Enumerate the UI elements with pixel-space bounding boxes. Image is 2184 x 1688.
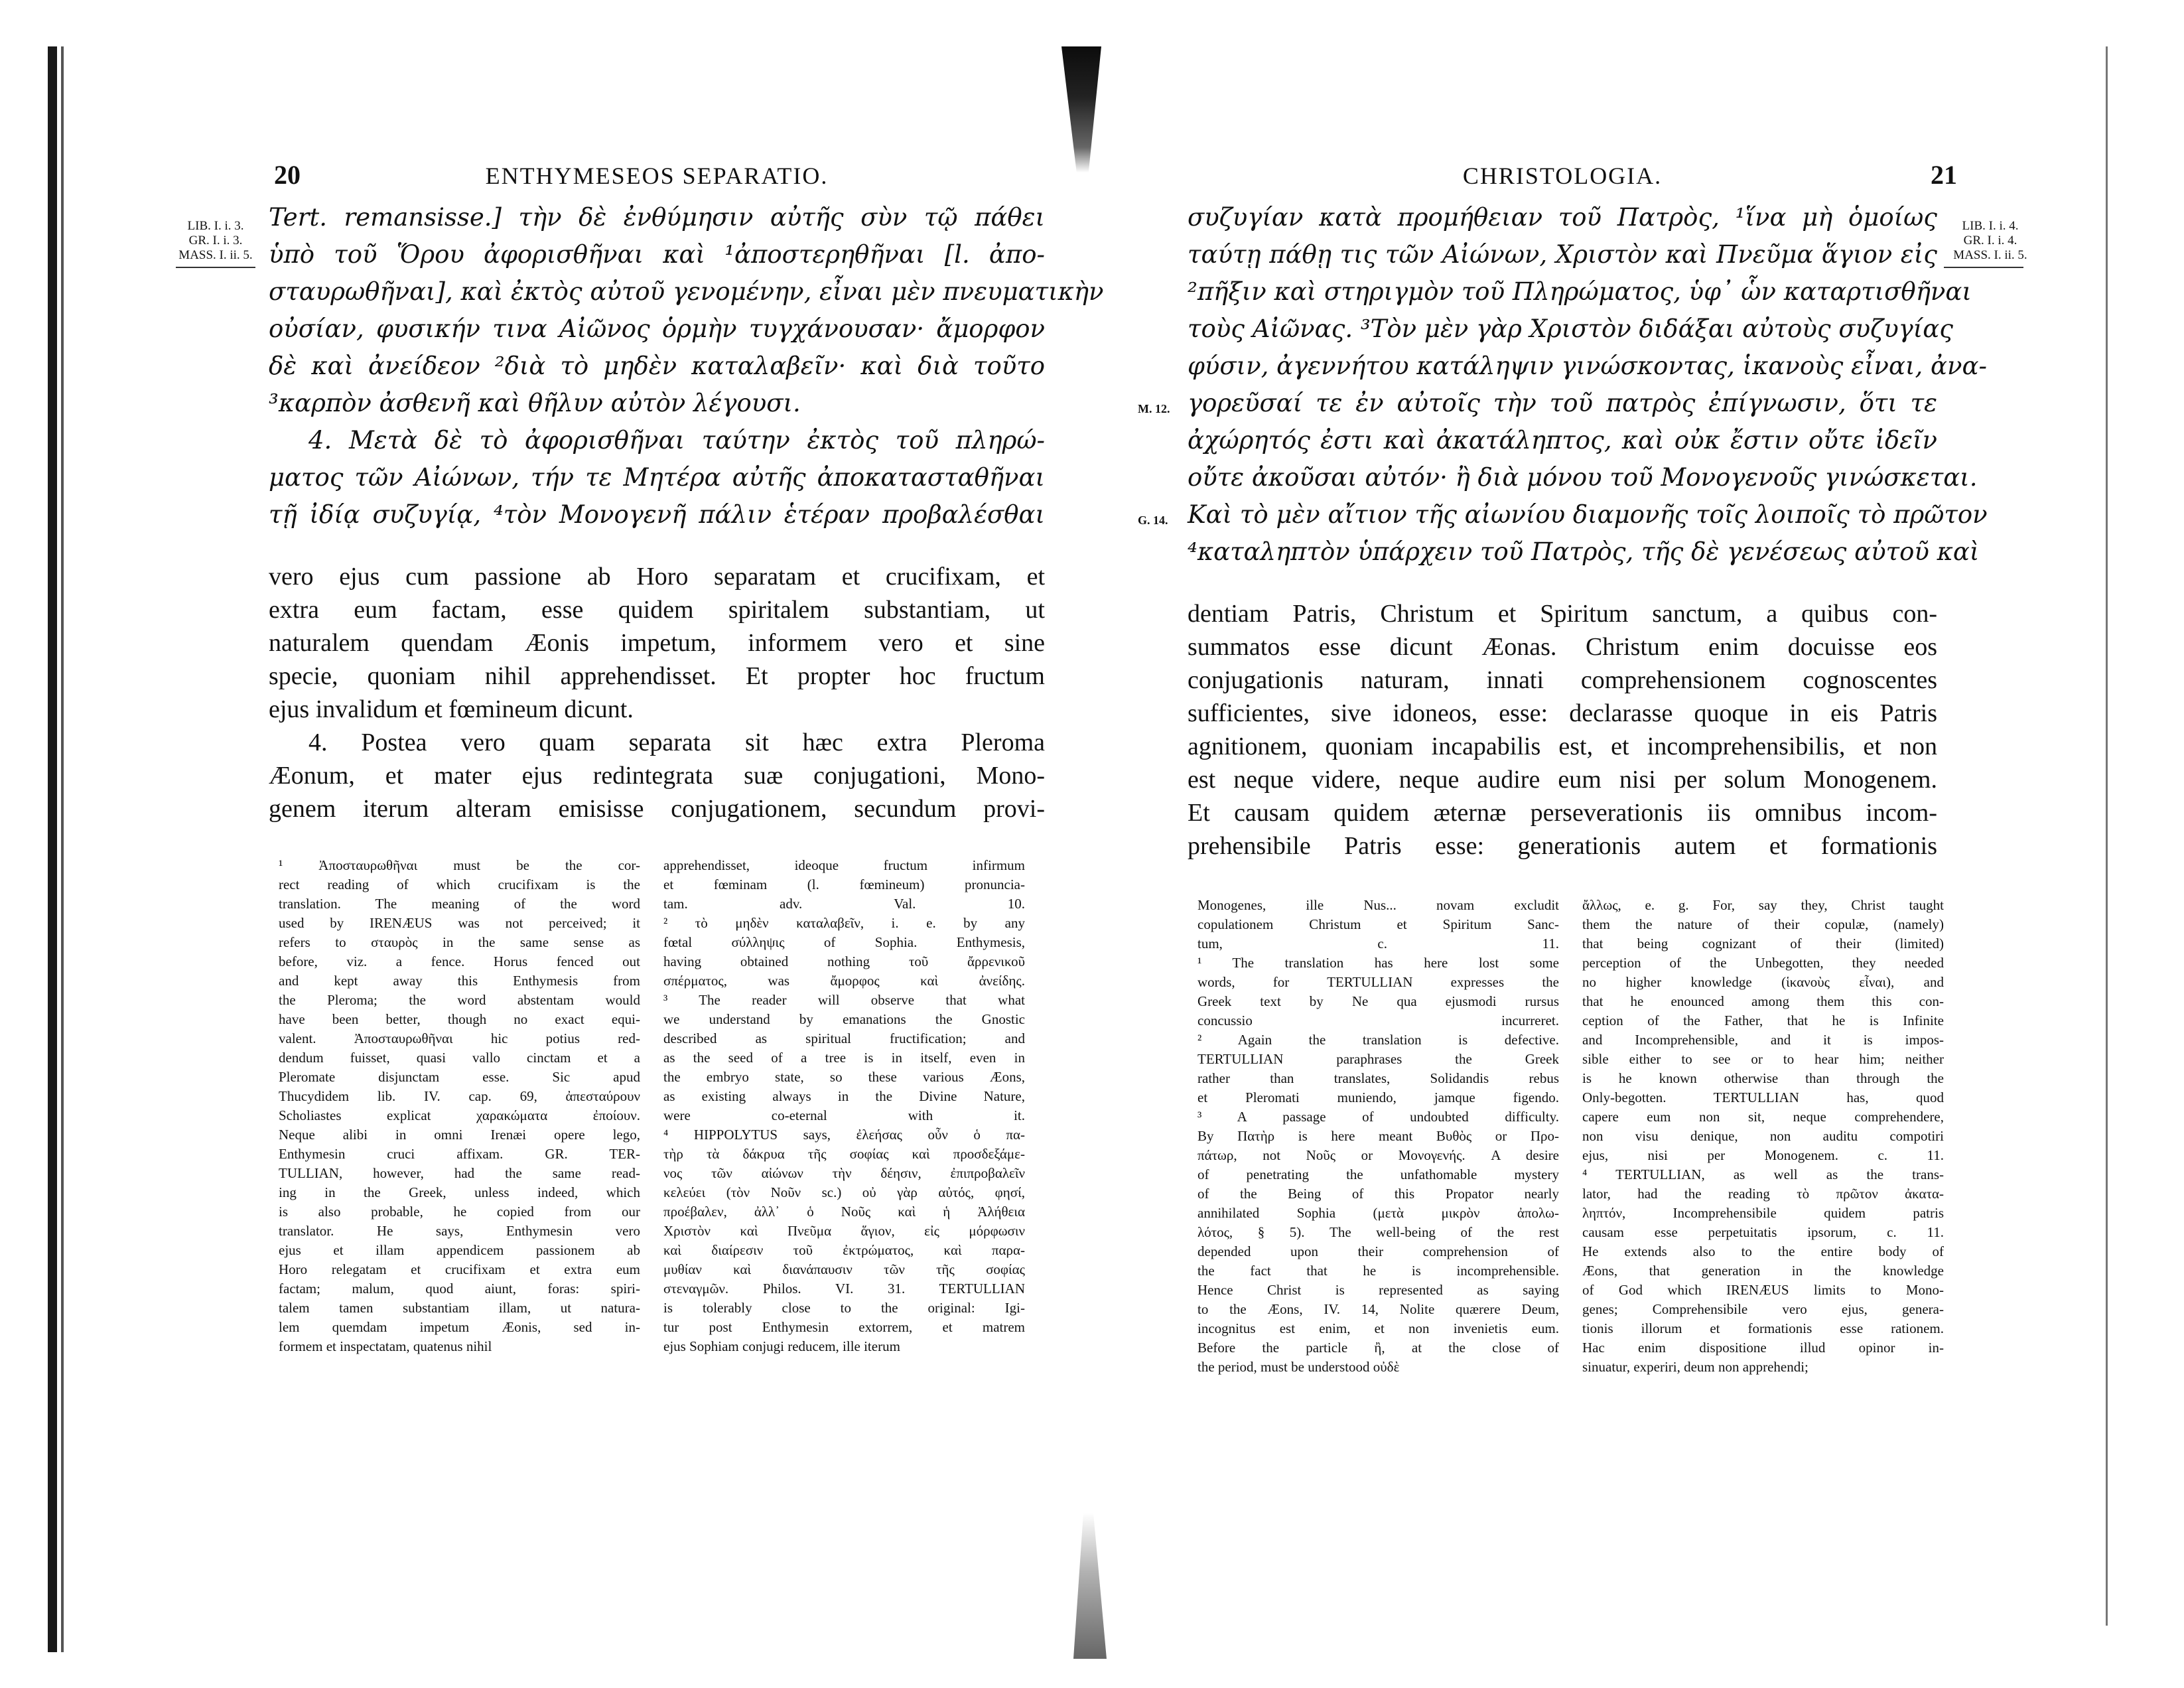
- latin-line: 4. Postea vero quam separata sit hæc extra Pleroma: [308, 729, 1045, 756]
- margin-ref-rule: [1944, 267, 2023, 268]
- footnote-line: κελεύει (τὸν Νοῦν sc.) οὐ γὰρ αὐτός, φησί,: [663, 1184, 1025, 1200]
- greek-line: ἀχώρητός ἐστι καὶ ἀκατάληπτος, καὶ οὐκ ἔστιν οὔτε ἰδεῖν: [1188, 426, 1937, 455]
- footnote-line: is tolerably close to the original: Igi-: [663, 1300, 1025, 1316]
- page-number: 21: [1931, 160, 1957, 190]
- footnote-line: Thucydidem lib. IV. cap. 69, ἀπεσταύρουν: [279, 1088, 640, 1104]
- latin-line: vero ejus cum passione ab Horo separatam et crucifixam, et: [269, 563, 1045, 591]
- footnote-line: translator. He says, Enthymesin vero: [279, 1223, 640, 1239]
- footnote-line: tam. adv. Val. 10.: [663, 896, 1025, 912]
- footnote-line: ing in the Greek, unless indeed, which: [279, 1184, 640, 1200]
- footnote-line: as the seed of a tree is in itself, even in: [663, 1050, 1025, 1066]
- footnote-line: causam esse perpetuitatis ipsorum, c. 11.: [1582, 1224, 1944, 1240]
- latin-line: specie, quoniam nihil apprehendisset. Et propter hoc fructum: [269, 662, 1045, 690]
- greek-text-block: [1188, 199, 1988, 571]
- greek-line: 4. Μετὰ δὲ τὸ ἀφορισθῆναι ταύτην ἐκτὸς τοῦ πληρώ-: [308, 426, 1045, 455]
- footnote-line: rather than translates, Solidandis rebus: [1197, 1070, 1559, 1086]
- footnote-line: we understand by emanations the Gnostic: [663, 1011, 1025, 1027]
- footnote-line: the embryo state, so these various Æons,: [663, 1069, 1025, 1085]
- greek-line: Καὶ τὸ μὲν αἴτιον τῆς αἰωνίου διαμονῆς τοῖς λοιποῖς τὸ πρῶτον: [1188, 500, 1988, 529]
- side-marker-m: M. 12.: [1138, 402, 1170, 415]
- greek-line: ματος τῶν Αἰώνων, τήν τε Μητέρα αὐτῆς ἀποκατασταθῆναι: [269, 463, 1045, 492]
- footnote-line: ¹ The translation has here lost some: [1197, 955, 1559, 971]
- footnote-line: μυθίαν καὶ διανάπαυσιν τῶν τῆς σοφίας: [663, 1261, 1025, 1277]
- footnote-line: lator, had the reading τὸ πρῶτον ἀκατα-: [1582, 1186, 1944, 1202]
- book-spine-edge-inner: [61, 46, 64, 1652]
- footnote-line: and Incomprehensible, and it is impos-: [1582, 1032, 1944, 1048]
- binding-gutter-shadow-top: [1061, 46, 1101, 173]
- footnote-line: Monogenes, ille Nus... novam excludit: [1197, 897, 1559, 913]
- footnote-line: rect reading of which crucifixam is the: [279, 877, 640, 892]
- footnote-line: the fact that he is incomprehensible.: [1197, 1263, 1559, 1279]
- footnote-line: ejus et illam appendicem passionem ab: [279, 1242, 640, 1258]
- footnote-line: Enthymesin cruci affixam. GR. TER-: [279, 1146, 640, 1162]
- greek-line: ταύτῃ πάθῃ τις τῶν Αἰώνων, Χριστὸν καὶ Πνεῦμα ἅγιον εἰς: [1188, 240, 1937, 269]
- footnote-line: Scholiastes explicat χαρακώματα ἐποίουν.: [279, 1107, 640, 1123]
- greek-text-block: [269, 199, 1104, 533]
- margin-ref-mass: MASS. I. ii. 5.: [1953, 248, 2027, 262]
- footnote-line: words, for TERTULLIAN expresses the: [1197, 974, 1559, 990]
- latin-line: summatos esse dicunt Æonas. Christum enim docuisse eos: [1188, 633, 1937, 661]
- footnote-line: capere eum non sit, neque comprehendere,: [1582, 1109, 1944, 1125]
- footnote-line: πάτωρ, not Νοῦς or Μονογενής. A desire: [1197, 1147, 1559, 1163]
- footnote-line: ἄλλως, e. g. For, say they, Christ taught: [1582, 897, 1944, 913]
- latin-line: Æonum, et mater ejus redintegrata suæ conjugationi, Mono-: [269, 762, 1045, 790]
- greek-line: ὑπὸ τοῦ Ὅρου ἀφορισθῆναι καὶ ¹ἀποστερηθῆναι [l. ἀπο-: [269, 240, 1045, 269]
- footnote-line: tur post Enthymesin extorrem, et matrem: [663, 1319, 1025, 1335]
- footnote-line: the period, must be understood οὐδὲ: [1197, 1359, 1400, 1375]
- footnote-line: tum, c. 11.: [1197, 936, 1559, 951]
- footnote-line: ³ The reader will observe that what: [663, 992, 1025, 1008]
- footnote-line: ¹ Ἀποσταυρωθῆναι must be the cor-: [279, 857, 640, 873]
- page-number: 20: [274, 160, 301, 190]
- footnote-line: translation. The meaning of the word: [279, 896, 640, 912]
- latin-line: conjugationis naturam, innati comprehensionem cognoscentes: [1188, 666, 1937, 694]
- footnote-line: λότος, § 5). The well-being of the rest: [1197, 1224, 1559, 1240]
- book-spine-edge: [48, 46, 57, 1652]
- greek-line: γορεῦσαί τε ἐν αὐτοῖς τὴν τοῦ πατρὸς ἐπίγνωσιν, ὅτι τε: [1188, 389, 1937, 417]
- footnote-line: Neque alibi in omni Irenæi opere lego,: [279, 1127, 640, 1143]
- left-footnotes-column-2: [663, 856, 1025, 1356]
- footnote-line: ³ A passage of undoubted difficulty.: [1197, 1109, 1559, 1125]
- right-footnotes-column-2: [1582, 896, 1944, 1377]
- greek-line: οὔτε ἀκοῦσαι αὐτόν· ἢ διὰ μόνου τοῦ Μονογενοῦς γινώσκεται.: [1188, 463, 1978, 492]
- footnote-line: perception of the Unbegotten, they needed: [1582, 955, 1944, 971]
- footnote-line: προέβαλεν, ἀλλ᾽ ὁ Νοῦς καὶ ἡ Ἀλήθεια: [663, 1204, 1025, 1220]
- running-title: ENTHYMESEOS SEPARATIO.: [485, 163, 829, 189]
- left-page: [178, 159, 1104, 825]
- latin-line: sufficientes, sive idoneos, esse: declarasse quoque in eis Patris: [1188, 699, 1937, 727]
- footnote-line: talem tamen substantiam illam, ut natura-: [279, 1300, 640, 1316]
- footnote-line: στεναγμῶν. Philos. VI. 31. TERTULLIAN: [663, 1281, 1025, 1297]
- footnote-line: depended upon their comprehension of: [1197, 1243, 1559, 1259]
- footnote-line: Hence Christ is represented as saying: [1197, 1282, 1559, 1298]
- footnote-line: Before the particle ἢ, at the close of: [1197, 1340, 1559, 1356]
- footnote-line: and kept away this Enthymesis from: [279, 973, 640, 989]
- latin-line: dentiam Patris, Christum et Spiritum sanctum, a quibus con-: [1188, 600, 1937, 628]
- footnote-line: Χριστὸν καὶ Πνεῦμα ἅγιον, εἰς μόρφωσιν: [663, 1223, 1025, 1239]
- footnote-line: the Pleroma; the word abstentam would: [279, 992, 640, 1008]
- footnote-line: sinuatur, experiri, deum non apprehendi;: [1582, 1359, 1809, 1375]
- margin-reference: [169, 219, 262, 268]
- footnote-line: Only-begotten. TERTULLIAN has, quod: [1582, 1090, 1944, 1105]
- right-footnotes-column-1: [1197, 896, 1559, 1377]
- greek-line: ⁴καταληπτὸν ὑπάρχειν τοῦ Πατρὸς, τῆς δὲ γενέσεως αὐτοῦ καὶ: [1188, 537, 1980, 566]
- footnote-line: of penetrating the unfathomable mystery: [1197, 1166, 1559, 1182]
- footnote-line: refers to σταυρὸς in the same sense as: [279, 934, 640, 950]
- footnote-line: of the Being of this Propator nearly: [1197, 1186, 1559, 1202]
- footnote-line: non visu denique, non auditu compotiri: [1582, 1128, 1944, 1144]
- footnote-line: apprehendisset, ideoque fructum infirmum: [663, 857, 1025, 873]
- footnote-line: et Pleromati muniendo, jamque figendo.: [1197, 1090, 1559, 1105]
- footnote-line: lem quemdam impetum Æonis, sed in-: [279, 1319, 640, 1335]
- footnote-line: νος τῶν αἰώνων τὴν δέησιν, ἐπιπροβαλεῖν: [663, 1165, 1025, 1181]
- side-marker-g: G. 14.: [1138, 514, 1168, 527]
- footnote-line: incognitus est enim, et non invenietis eum.: [1197, 1320, 1559, 1336]
- greek-line: Tert. remansisse.] τὴν δὲ ἐνθύμησιν αὐτῆς σὺν τῷ πάθει: [269, 203, 1045, 232]
- footnote-line: no higher knowledge (ἱκανοὺς εἶναι), and: [1582, 974, 1944, 990]
- footnote-line: TULLIAN, however, had the same read-: [279, 1165, 640, 1181]
- footnote-line: TERTULLIAN paraphrases the Greek: [1197, 1051, 1559, 1067]
- latin-line: genem iterum alteram emisisse conjugationem, secundum provi-: [269, 795, 1045, 823]
- footnote-line: valent. Ἀποσταυρωθῆναι hic potius red-: [279, 1030, 640, 1046]
- footnote-line: were co-eternal with it.: [663, 1107, 1025, 1123]
- latin-line: naturalem quendam Æonis impetum, informem vero et sine: [269, 629, 1045, 657]
- footnote-line: Horo relegatam et crucifixam et extra eum: [279, 1261, 640, 1277]
- footnote-line: before, viz. a fence. Horus fenced out: [279, 953, 640, 969]
- footnote-line: is also probable, he copied from our: [279, 1204, 640, 1220]
- footnote-line: concussio incurreret.: [1197, 1013, 1559, 1028]
- footnote-line: them the nature of their copulæ, (namely): [1582, 916, 1944, 932]
- footnote-line: καὶ διαίρεσιν τοῦ ἐκτρώματος, καὶ παρα-: [663, 1242, 1025, 1258]
- footnote-line: used by IRENÆUS was not perceived; it: [279, 915, 640, 931]
- footnote-line: formem et inspectatam, quatenus nihil: [279, 1338, 492, 1354]
- greek-line: φύσιν, ἀγεννήτου κατάληψιν γινώσκοντας, ἱκανοὺς εἶναι, ἀνα-: [1188, 352, 1987, 380]
- latin-text-block: [1188, 597, 1937, 863]
- margin-ref-mass: MASS. I. ii. 5.: [178, 248, 253, 262]
- margin-ref-rule: [176, 267, 255, 268]
- greek-line: δὲ καὶ ἀνείδεον ²διὰ τὸ μηδὲν καταλαβεῖν· καὶ διὰ τοῦτο: [269, 352, 1045, 380]
- latin-line: ejus invalidum et fœmineum dicunt.: [269, 695, 634, 723]
- binding-gutter-shadow-bottom: [1073, 1513, 1107, 1659]
- greek-line: ³καρπὸν ἀσθενῆ καὶ θῆλυν αὐτὸν λέγουσι.: [269, 389, 801, 417]
- footnote-line: Hac enim dispositione illud opinor in-: [1582, 1340, 1944, 1356]
- footnote-line: copulationem Christum et Spiritum Sanc-: [1197, 916, 1559, 932]
- footnote-line: fœtal σύλληψις of Sophia. Enthymesis,: [663, 934, 1025, 950]
- left-page-header: [269, 159, 1045, 199]
- footnote-line: have been better, though no exact equi-: [279, 1011, 640, 1027]
- footnote-line: Pleromate disjunctam esse. Sic apud: [279, 1069, 640, 1085]
- footnote-line: that being cognizant of their (limited): [1582, 936, 1944, 951]
- footnote-line: Æons, that generation in the knowledge: [1582, 1263, 1944, 1279]
- footnote-line: ⁴ HIPPOLYTUS says, ἐλεήσας οὖν ὁ πα-: [663, 1127, 1025, 1143]
- margin-reference: [1944, 219, 2037, 268]
- footnote-line: ληπτόν, Incomprehensibile quidem patris: [1582, 1205, 1944, 1221]
- footnote-line: having obtained nothing τοῦ ἄρρενικοῦ: [663, 953, 1025, 969]
- greek-line: συζυγίαν κατὰ προμήθειαν τοῦ Πατρὸς, ¹ἵνα μὴ ὁμοίως: [1188, 203, 1937, 232]
- footnote-line: that he enounced among them this con-: [1582, 993, 1944, 1009]
- page-edge-rule: [2106, 46, 2108, 1626]
- greek-line: οὐσίαν, φυσικήν τινα Αἰῶνος ὁρμὴν τυγχάνουσαν· ἄμορφον: [269, 315, 1045, 343]
- margin-ref-lib: LIB. I. i. 3.: [187, 219, 244, 233]
- margin-ref-gr: GR. I. i. 4.: [1963, 234, 2017, 247]
- footnote-line: described as spiritual fructification; and: [663, 1030, 1025, 1046]
- footnote-line: sible either to see or to hear him; neither: [1582, 1051, 1944, 1067]
- footnote-line: ² τὸ μηδὲν καταλαβεῖν, i. e. by any: [663, 915, 1025, 931]
- greek-line: τῇ ἰδίᾳ συζυγίᾳ, ⁴τὸν Μονογενῆ πάλιν ἑτέραν προβαλέσθαι: [269, 500, 1045, 529]
- footnote-line: ⁴ TERTULLIAN, as well as the trans-: [1582, 1166, 1944, 1182]
- footnote-line: dendum fuisset, quasi vallo cinctam et a: [279, 1050, 640, 1066]
- margin-ref-gr: GR. I. i. 3.: [188, 234, 243, 247]
- footnote-line: of God which IRENÆUS limits to Mono-: [1582, 1282, 1944, 1298]
- latin-line: agnitionem, quoniam incapabilis est, et incomprehensibilis, et non: [1188, 733, 1937, 760]
- left-footnotes-column-1: [279, 856, 640, 1356]
- footnote-line: σπέρματος, was ἄμορφος καὶ ἀνείδης.: [663, 973, 1025, 989]
- latin-text-block: [269, 560, 1045, 825]
- margin-ref-lib: LIB. I. i. 4.: [1962, 219, 2019, 233]
- right-page-header: [1188, 159, 1957, 199]
- footnote-line: ejus Sophiam conjugi reducem, ille iterum: [663, 1338, 900, 1354]
- footnote-line: He extends also to the entire body of: [1582, 1243, 1944, 1259]
- footnote-line: as existing always in the Divine Nature,: [663, 1088, 1025, 1104]
- latin-line: Et causam quidem æternæ perseverationis iis omnibus incom-: [1188, 799, 1937, 827]
- running-title: CHRISTOLOGIA.: [1462, 163, 1663, 189]
- footnote-line: genes; Comprehensibile vero ejus, genera-: [1582, 1301, 1944, 1317]
- footnote-line: ception of the Father, that he is Infinite: [1582, 1013, 1944, 1028]
- footnote-line: factam; malum, quod aiunt, foras: spiri-: [279, 1281, 640, 1297]
- footnote-line: to the Æons, IV. 14, Nolite quærere Deum,: [1197, 1301, 1559, 1317]
- greek-line: ²πῆξιν καὶ στηριγμὸν τοῦ Πληρώματος, ὑφ᾽ ὧν καταρτισθῆναι: [1188, 277, 1972, 306]
- footnote-line: By Πατὴρ is here meant Βυθὸς or Προ-: [1197, 1128, 1559, 1144]
- footnote-line: Greek text by Ne qua ejusmodi rursus: [1197, 993, 1559, 1009]
- footnote-line: τὴρ τὰ δάκρυα τῆς σοφίας καὶ προσδεξάμε-: [663, 1146, 1025, 1162]
- footnote-line: ejus, nisi per Monogenem. c. 11.: [1582, 1147, 1944, 1163]
- footnote-line: is he known otherwise than through the: [1582, 1070, 1944, 1086]
- greek-line: τοὺς Αἰῶνας. ³Τὸν μὲν γὰρ Χριστὸν διδάξαι αὐτοὺς συζυγίας: [1188, 315, 1954, 343]
- latin-line: prehensibile Patris esse: generationis autem et formationis: [1188, 832, 1937, 860]
- greek-line: σταυρωθῆναι], καὶ ἐκτὸς αὐτοῦ γενομένην, εἶναι μὲν πνευματικὴν: [269, 277, 1104, 306]
- footnote-line: ² Again the translation is defective.: [1197, 1032, 1559, 1048]
- footnote-line: annihilated Sophia (μετὰ μικρὸν ἀπολω-: [1197, 1205, 1559, 1221]
- footnote-line: et fœminam (l. fœmineum) pronuncia-: [663, 877, 1025, 892]
- footnote-line: tionis illorum et formationis esse rationem.: [1582, 1320, 1944, 1336]
- latin-line: extra eum factam, esse quidem spiritalem substantiam, ut: [269, 596, 1045, 624]
- latin-line: est neque videre, neque audire eum nisi per solum Monogenem.: [1188, 766, 1937, 794]
- right-page: [1138, 159, 2027, 863]
